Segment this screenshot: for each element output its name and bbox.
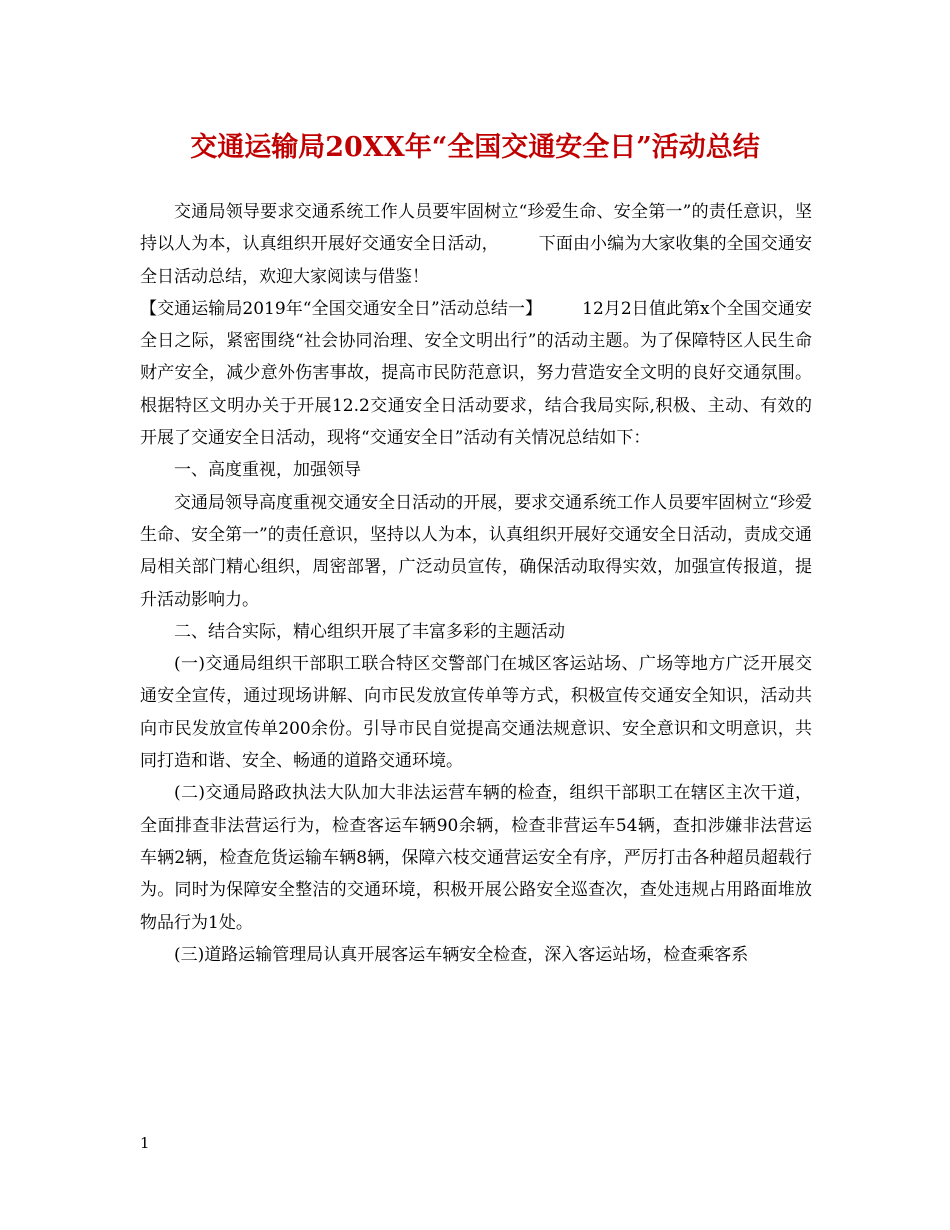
heading-1: 一、高度重视，加强领导 bbox=[174, 460, 361, 481]
paragraph-intro-text-a: 交通局领导要求交通系统工作人员要牢固树立“珍爱生命、安全第一”的责任意识，坚持以人为本，认真组织开展好交通安全日活动， bbox=[140, 202, 812, 255]
paragraph-1: 交通局领导高度重视交通安全日活动的开展，要求交通系统工作人员要牢固树立“珍爱生命、安全第一”的责任意识，坚持以人为本，认真组织开展好交通安全日活动，责成交通局相关部门精心组织，周密部署，广泛动员宣传，确保活动取得实效，加强宣传报道，提升活动影响力。 bbox=[140, 492, 812, 610]
paragraph-section-heading bbox=[140, 293, 812, 454]
paragraph-3: (二)交通局路政执法大队加大非法运营车辆的检查，组织干部职工在辖区主次干道，全面排查非法营运行为，检查客运车辆90余辆，检查非营运车54辆，查扣涉嫌非法营运车辆2辆，检查危货运输车辆8辆，保障六枝交通营运安全有序，严厉打击各种超员超载行为。同时为保障安全整洁的交通环境，积极开展公路安全巡查次，查处违规占用路面堆放物品行为1处。 bbox=[140, 783, 812, 933]
paragraph-intro bbox=[140, 196, 812, 293]
paragraph-2: (一)交通局组织干部职工联合特区交警部门在城区客运站场、广场等地方广泛开展交通安全宣传，通过现场讲解、向市民发放宣传单等方式，积极宣传交通安全知识，活动共向市民发放宣传单200余份。引导市民自觉提高交通法规意识、安全意识和文明意识，共同打造和谐、安全、畅通的道路交通环境。 bbox=[140, 654, 812, 772]
paragraph-intro-text-b: 下面由小编为大家收集的全国交通安全日活动总结，欢迎大家阅读与借鉴！ bbox=[140, 234, 812, 287]
paragraph-4: (三)道路运输管理局认真开展客运车辆安全检查，深入客运站场，检查乘客系 bbox=[174, 944, 749, 965]
document-body bbox=[140, 196, 812, 971]
section-heading-label: 【交通运输局2019年“全国交通安全日”活动总结一】 bbox=[140, 298, 543, 319]
page-number: 1 bbox=[140, 1134, 150, 1152]
section-heading-text: 12月2日值此第x个全国交通安全日之际，紧密围绕“社会协同治理、安全文明出行”的活动主题。为了保障特区人民生命财产安全，减少意外伤害事故，提高市民防范意识，努力营造安全文明的良好交通氛围。根据特区文明办关于开展12.2交通安全日活动要求，结合我局实际,积极、主动、有效的开展了交通安全日活动，现将“交通安全日”活动有关情况总结如下： bbox=[140, 298, 812, 449]
heading-2: 二、结合实际，精心组织开展了丰富多彩的主题活动 bbox=[174, 621, 565, 642]
document-title: 交通运输局20XX年“全国交通安全日”活动总结 bbox=[190, 132, 760, 163]
